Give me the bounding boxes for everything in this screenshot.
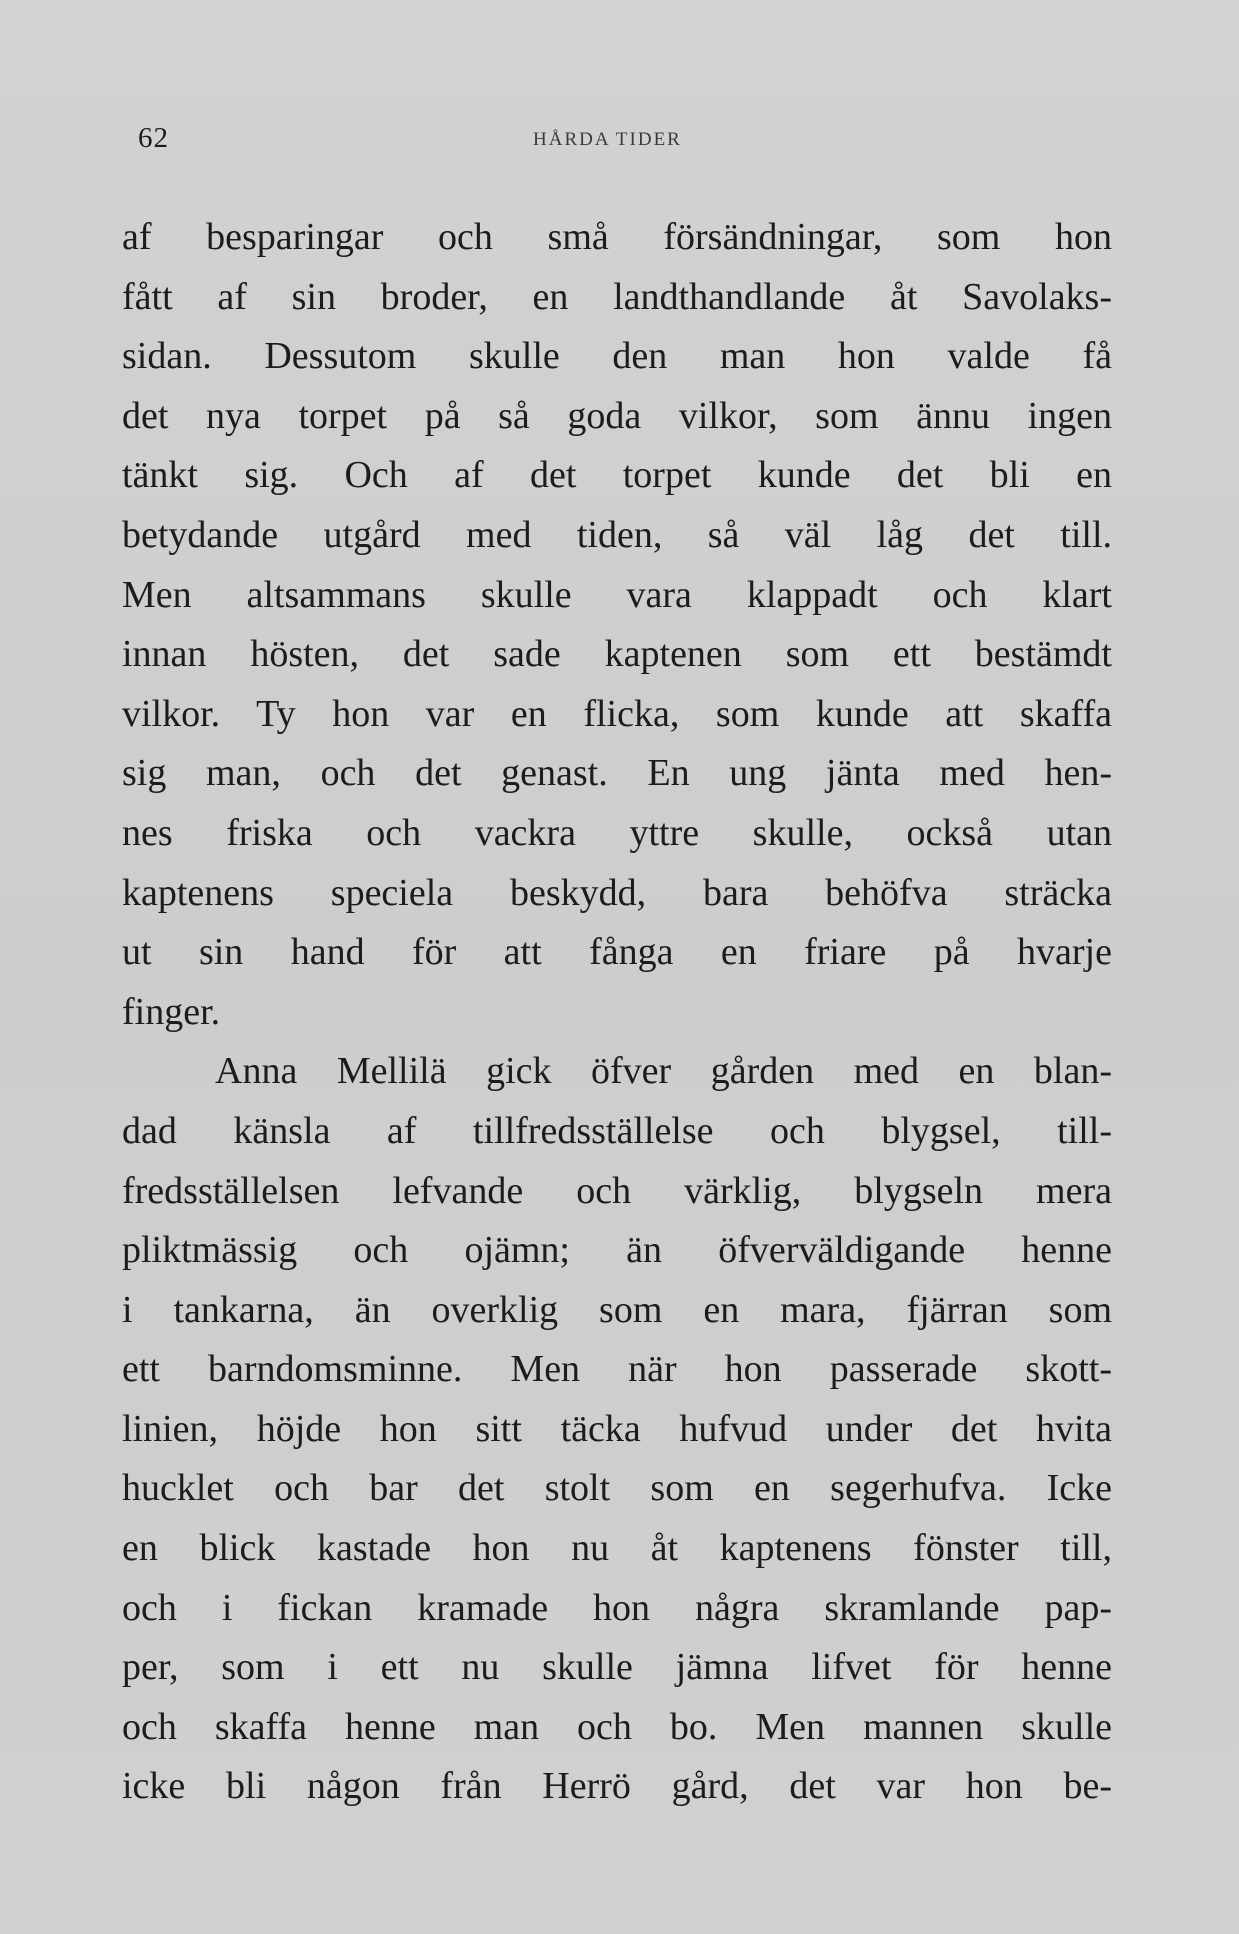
text-line: betydande utgård med tiden, så väl låg det till. <box>122 513 1112 556</box>
text-line: fredsställelsen lefvande och värklig, blygseln mera <box>122 1169 1112 1212</box>
paragraph-2 <box>122 1042 1112 1817</box>
text-line: vilkor. Ty hon var en flicka, som kunde att skaffa <box>122 692 1112 735</box>
text-line: icke bli någon från Herrö gård, det var hon be- <box>122 1765 1112 1808</box>
text-line: Men altsammans skulle vara klappadt och klart <box>122 573 1112 616</box>
text-line: dad känsla af tillfredsställelse och blygsel, till- <box>122 1109 1112 1152</box>
text-line: Anna Mellilä gick öfver gården med en blan- <box>215 1050 1112 1093</box>
text-line: i tankarna, än overklig som en mara, fjärran som <box>122 1288 1112 1331</box>
running-head <box>138 122 1128 162</box>
paragraph-1 <box>122 208 1112 1042</box>
text-line: nes friska och vackra yttre skulle, också utan <box>122 811 1112 854</box>
text-line: ett barndomsminne. Men när hon passerade skott- <box>122 1348 1112 1391</box>
text-line: ut sin hand för att fånga en friare på hvarje <box>122 931 1112 974</box>
text-line: sig man, och det genast. En ung jänta med hen- <box>122 752 1112 795</box>
text-line: af besparingar och små försändningar, som hon <box>122 216 1112 258</box>
body-text <box>122 208 1112 1817</box>
text-line: och i fickan kramade hon några skramlande pap- <box>122 1586 1112 1629</box>
text-line: finger. <box>122 990 221 1033</box>
text-line: fått af sin broder, en landthandlande åt Savolaks- <box>122 275 1112 318</box>
text-line: en blick kastade hon nu åt kaptenens fönster till, <box>122 1527 1112 1570</box>
text-line: kaptenens speciela beskydd, bara behöfva sträcka <box>122 871 1112 914</box>
running-title: HÅRDA TIDER <box>533 129 682 150</box>
text-line: per, som i ett nu skulle jämna lifvet för henne <box>122 1646 1112 1689</box>
text-line: tänkt sig. Och af det torpet kunde det bli en <box>122 454 1112 497</box>
text-line: hucklet och bar det stolt som en segerhufva. Icke <box>122 1467 1112 1510</box>
text-line: sidan. Dessutom skulle den man hon valde få <box>122 335 1112 378</box>
text-line: och skaffa henne man och bo. Men mannen skulle <box>122 1705 1112 1748</box>
text-line: linien, höjde hon sitt täcka hufvud under det hvita <box>122 1407 1112 1450</box>
page-number: 62 <box>138 122 169 154</box>
text-line: innan hösten, det sade kaptenen som ett bestämdt <box>122 633 1112 676</box>
text-line: det nya torpet på så goda vilkor, som ännu ingen <box>122 394 1112 437</box>
text-line: pliktmässig och ojämn; än öfverväldigande henne <box>122 1229 1112 1272</box>
